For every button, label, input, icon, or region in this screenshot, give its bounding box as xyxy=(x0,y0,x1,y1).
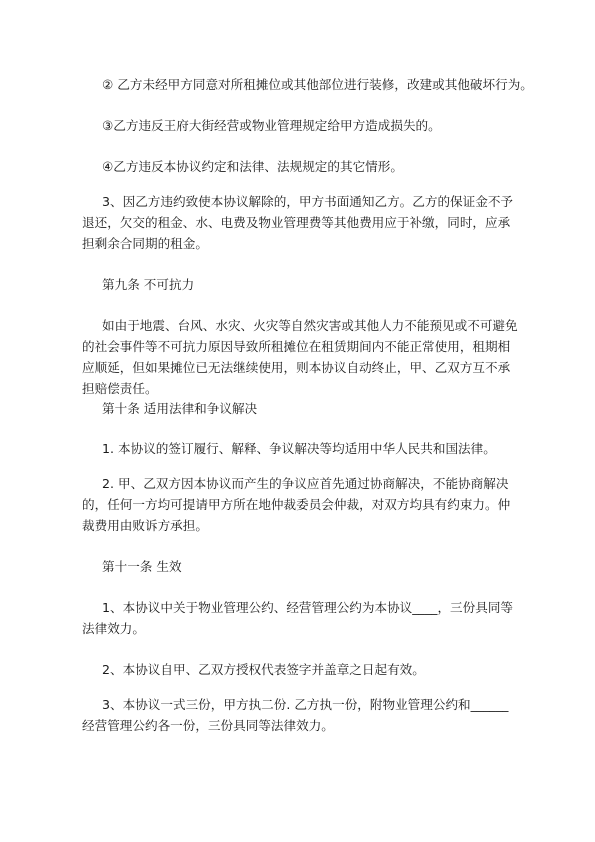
clause-paragraph-termination: 3、因乙方违约致使本协议解除的，甲方书面通知乙方。乙方的保证金不予退还，欠交的租金、水、电费及物业管理费等其他费用应于补缴，同时，应承担剩余合同期的租金。 xyxy=(82,194,514,251)
clause-paragraph-applicable-law: 1. 本协议的签订履行、解释、争议解决等均适用中华人民共和国法律。 xyxy=(102,441,496,456)
clause-paragraph-copies: 3、本协议一式三份，甲方执二份. 乙方执一份，附物业管理公约和______经营管理公约各一份，三份具同等法律效力。 xyxy=(82,697,509,733)
section-heading-force-majeure: 第九条 不可抗力 xyxy=(102,277,195,292)
clause-paragraph-appendices: 1、本协议中关于物业管理公约、经营管理公约为本协议____，三份具同等法律效力。 xyxy=(82,600,514,636)
clause-item-3: ③乙方违反王府大街经营或物业管理规定给甲方造成损失的。 xyxy=(102,118,441,133)
clause-item-2: ② 乙方未经甲方同意对所租摊位或其他部位进行装修，改建或其他破坏行为。 xyxy=(102,77,533,92)
clause-paragraph-effective-date: 2、本协议自甲、乙双方授权代表签字并盖章之日起有效。 xyxy=(102,662,425,677)
section-heading-effectiveness: 第十一条 生效 xyxy=(102,559,182,574)
clause-paragraph-arbitration: 2. 甲、乙双方因本协议而产生的争议应首先通过协商解决，不能协商解决的，任何一方均可提请甲方所在地仲裁委员会仲裁，对双方均具有约束力。仲裁费用由败诉方承担。 xyxy=(82,476,511,533)
clause-paragraph-force-majeure: 如由于地震、台风、水灾、火灾等自然灾害或其他人力不能预见或不可避免的社会事件等不可抗力原因导致所租摊位在租赁期间内不能正常使用，租期相应顺延，但如果摊位已无法继续使用，则本协议自动终止，甲、乙双方互不承担赔偿责任。 xyxy=(82,318,518,396)
clause-item-4: ④乙方违反本协议约定和法律、法规规定的其它情形。 xyxy=(102,159,403,174)
section-heading-law-disputes: 第十条 适用法律和争议解决 xyxy=(102,401,258,416)
